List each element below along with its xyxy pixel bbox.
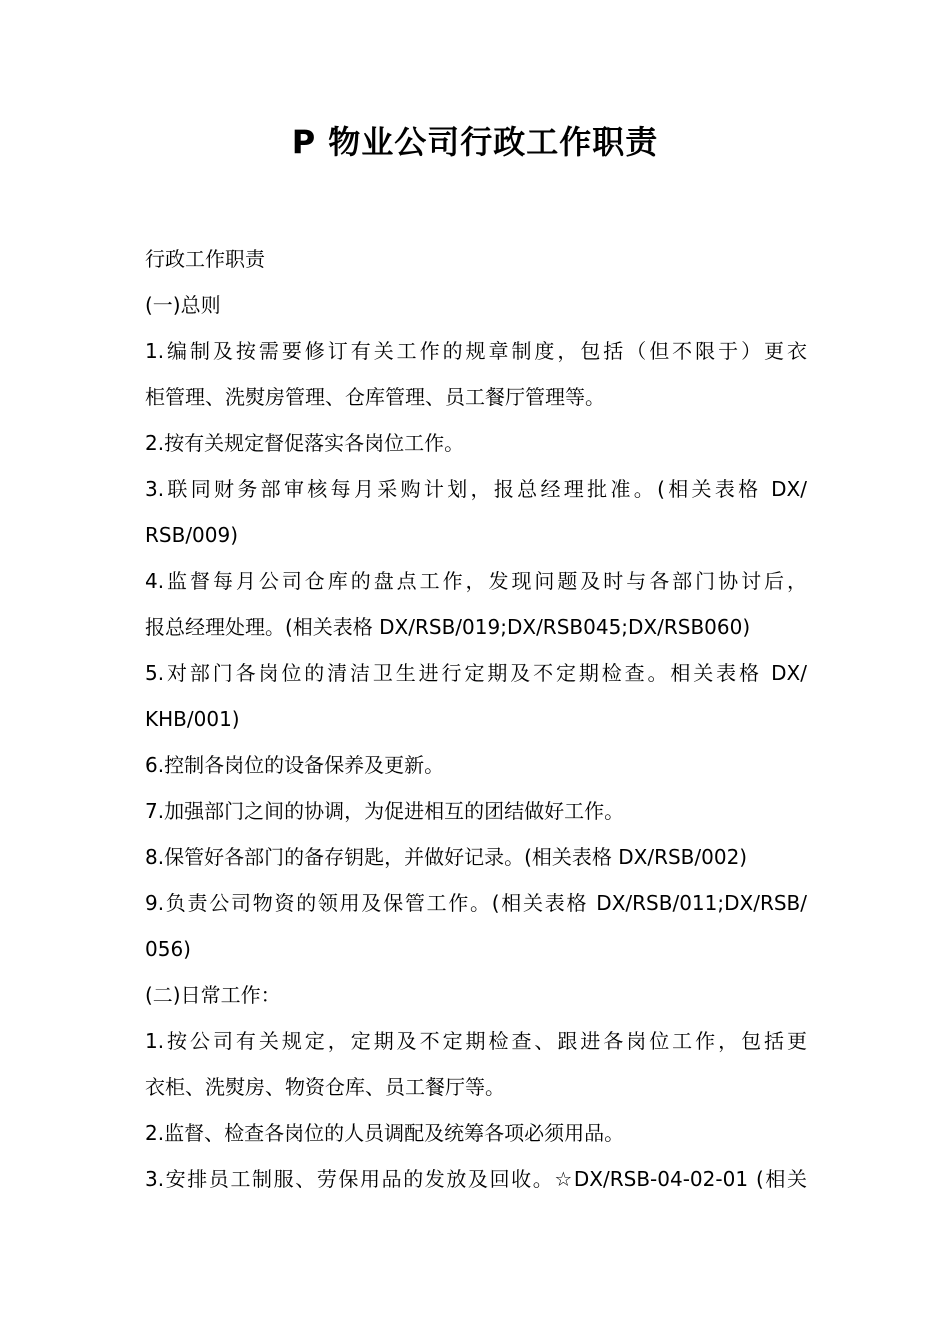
paragraph-line: 6.控制各岗位的设备保养及更新。 <box>145 753 445 777</box>
paragraph-line: 报总经理处理。(相关表格 DX/RSB/019;DX/RSB045;DX/RSB060) <box>145 615 751 639</box>
paragraph-line: 3.安排员工制服、劳保用品的发放及回收。☆DX/RSB-04-02-01 (相关 <box>145 1167 807 1191</box>
paragraph-line: 4.监督每月公司仓库的盘点工作，发现问题及时与各部门协讨后， <box>145 569 807 593</box>
paragraph-line: 056) <box>145 937 191 961</box>
paragraph-line: 柜管理、洗熨房管理、仓库管理、员工餐厅管理等。 <box>145 385 605 409</box>
subsection-heading: (二)日常工作： <box>145 983 281 1007</box>
paragraph-line: 8.保管好各部门的备存钥匙，并做好记录。(相关表格 DX/RSB/002) <box>145 845 748 869</box>
section-heading: 行政工作职责 <box>145 247 265 271</box>
paragraph-line: 9.负责公司物资的领用及保管工作。(相关表格 DX/RSB/011;DX/RSB/ <box>145 891 807 915</box>
paragraph-line: 2.按有关规定督促落实各岗位工作。 <box>145 431 465 455</box>
paragraph-line: 7.加强部门之间的协调，为促进相互的团结做好工作。 <box>145 799 625 823</box>
paragraph-line: 衣柜、洗熨房、物资仓库、员工餐厅等。 <box>145 1075 505 1099</box>
paragraph-line: 1.按公司有关规定，定期及不定期检查、跟进各岗位工作，包括更 <box>145 1029 807 1053</box>
page-title: P 物业公司行政工作职责 <box>291 123 659 161</box>
paragraph-line: 5.对部门各岗位的清洁卫生进行定期及不定期检查。相关表格 DX/ <box>145 661 807 685</box>
paragraph-line: 2.监督、检查各岗位的人员调配及统筹各项必须用品。 <box>145 1121 625 1145</box>
document-body <box>145 236 807 1202</box>
paragraph-line: 3.联同财务部审核每月采购计划，报总经理批准。(相关表格 DX/ <box>145 477 807 501</box>
paragraph-line: 1.编制及按需要修订有关工作的规章制度，包括（但不限于）更衣 <box>145 339 807 363</box>
subsection-heading: (一)总则 <box>145 293 221 317</box>
paragraph-line: RSB/009) <box>145 523 239 547</box>
paragraph-line: KHB/001) <box>145 707 240 731</box>
